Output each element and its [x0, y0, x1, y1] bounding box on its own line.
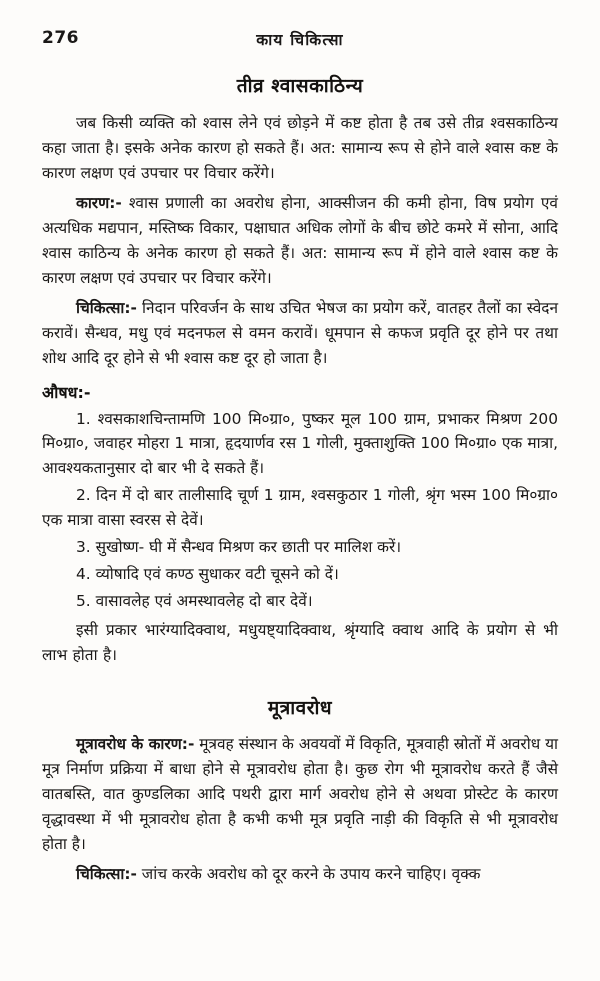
paragraph-karan — [42, 191, 558, 291]
page-number: 276 — [42, 28, 79, 48]
list-item: 1. श्वसकाशचिन्तामणि 100 मि०ग्रा०, पुष्कर मूल 100 ग्राम, प्रभाकर मिश्रण 200 मि०ग्रा०, जवाहर मोहरा 1 मात्रा, हृदयार्णव रस 1 गोली, मुक्ताशुक्ति 100 मि०ग्रा० एक मात्रा, आवश्यकतानुसार दो बार भी दे सकते हैं। — [42, 409, 558, 478]
text-karan: श्वास प्रणाली का अवरोध होना, आक्सीजन की कमी होना, विष प्रयोग एवं अत्यधिक मद्यपान, मस्तिष्क विकार, पक्षाघात अधिक लोगों के बीच छोटे कमरे में सोना, आदि श्वास काठिन्य के अनेक कारण हो सकते हैं। अत: सामान्य रूप में होने वाले श्वास कष्ट के कारण लक्षण एवं उपचार पर विचार करेंगे। — [42, 193, 558, 287]
section-title-shvasakathinya: तीव्र श्वासकाठिन्य — [236, 75, 364, 97]
list-item: 5. वासावलेह एवं अमस्थावलेह दो बार देवें। — [76, 592, 313, 611]
running-head: काय चिकित्सा — [256, 31, 344, 49]
text-mutravarodh-chikitsa: जांच करके अवरोध को दूर करने के उपाय करने चाहिए। वृक्क — [136, 864, 481, 883]
label-mutravarodh-chikitsa: चिकित्सा:- — [76, 864, 137, 883]
list-item: 2. दिन में दो बार तालीसादि चूर्ण 1 ग्राम, श्वसकुठार 1 गोली, श्रृंग भस्म 100 मि०ग्रा० एक मात्रा वासा स्वरस से देवें। — [42, 486, 558, 530]
list-item: 4. व्योषादि एवं कण्ठ सुधाकर वटी चूसने को दें। — [76, 565, 339, 584]
label-mutravarodh-karan: मूत्रावरोध के कारण:- — [76, 735, 195, 754]
remedy-list — [42, 407, 558, 615]
label-aushadh: औषध:- — [42, 382, 91, 402]
section-title-mutravarodh: मूत्रावरोध — [267, 697, 333, 720]
label-karan: कारण:- — [76, 193, 122, 212]
page-header — [42, 28, 558, 56]
list-item: 3. सुखोष्ण- घी में सैन्धव मिश्रण कर छाती पर मालिश करें। — [76, 538, 402, 557]
text-mutravarodh-karan: मूत्रवह संस्थान के अवयवों में विकृति, मूत्रवाही स्रोतों में अवरोध या मूत्र निर्माण प्रक्रिया में बाधा होने से मूत्रावरोध होता है। कुछ रोग भी मूत्रावरोध करते हैं जैसे वातबस्ति, वात कुण्डलिका आदि पथरी द्वारा मार्ग अवरोध होने से अथवा प्रोस्टेट के कारण वृद्धावस्था में भी मूत्रावरोध होता है कभी कभी मूत्र प्रवृति नाड़ी की विकृति से भी मूत्रावरोध होता है। — [42, 735, 558, 853]
paragraph-mutravarodh-karan — [42, 732, 558, 857]
label-chikitsa: चिकित्सा:- — [76, 298, 137, 317]
text-chikitsa: निदान परिवर्जन के साथ उचित भेषज का प्रयोग करें, वातहर तैलों का स्वेदन करावें। सैन्धव, मधु एवं मदनफल से वमन करावें। धूमपान से कफज प्रवृति दूर होने पर तथा शोथ आदि दूर होने से भी श्वास कष्ट दूर हो जाता है। — [42, 298, 558, 367]
paragraph-intro: जब किसी व्यक्ति को श्वास लेने एवं छोड़ने में कष्ट होता है तब उसे तीव्र श्वसकाठिन्य कहा जाता है। इसके अनेक कारण हो सकते हैं। अत: सामान्य रूप से होने वाले श्वास कष्ट के कारण लक्षण एवं उपचार पर विचार करेंगे। — [42, 114, 558, 182]
paragraph-mutravarodh-chikitsa — [42, 862, 558, 887]
paragraph-closing: इसी प्रकार भारंग्यादिक्वाथ, मधुयष्ट्यादिक्वाथ, श्रृंग्यादि क्वाथ आदि के प्रयोग से भी लाभ होता है। — [42, 621, 558, 665]
paragraph-chikitsa — [42, 296, 558, 371]
